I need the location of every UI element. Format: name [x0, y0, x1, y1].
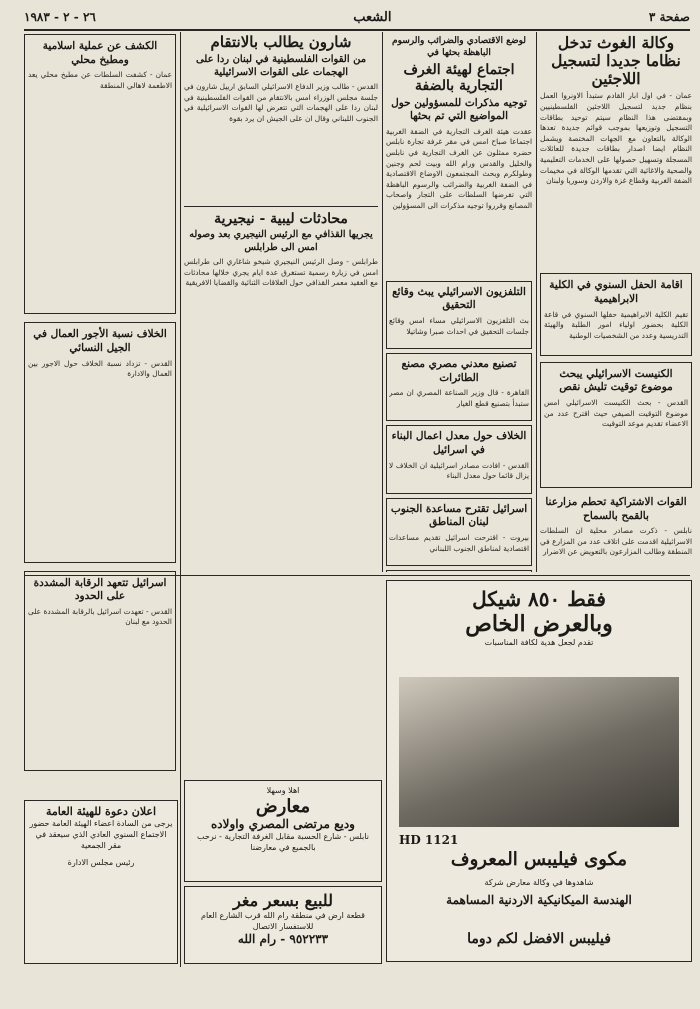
box-body: بث التلفزيون الاسرائيلي مساء امس وقائع جلسات التحقيق في احداث صبرا وشاتيلا: [389, 316, 529, 336]
iron-photo: [399, 677, 679, 827]
ad-slogan: فيليبس الافضل لكم دوما: [467, 931, 611, 947]
news-box: [540, 273, 692, 355]
notice-general-assembly: [24, 800, 178, 964]
ad-exhibition-body: نابلس - شارع الحسبة مقابل الغرفة التجارية - نرحب بالجميع في معارضنا: [197, 832, 369, 852]
column-center: [386, 34, 532, 572]
ad-price: فقط ٨٥٠ شيكل: [472, 587, 606, 611]
headline-sharon: شارون يطالب بالانتقام: [210, 34, 352, 51]
ad-brand-title: مكوى فيليبس المعروف: [450, 849, 628, 870]
masthead-rule: [24, 29, 690, 31]
page-number: صفحة ٣: [648, 10, 690, 24]
box-title: التلفزيون الاسرائيلي يبث وقائع التحقيق: [392, 285, 526, 312]
headline-chambers: اجتماع لهيئة الغرف التجارية بالضفة: [403, 62, 515, 95]
notice-title: اعلان دعوة للهيئة العامة: [45, 805, 157, 818]
news-box: [386, 425, 532, 493]
headline-unrwa: وكالة الغوث تدخل نظاما جديدا لتسجيل اللاجئين: [551, 34, 681, 88]
ad-desc: تقدم لجعل هدية لكافة المناسبات: [484, 638, 594, 647]
news-item: [540, 496, 692, 572]
box-title: الخلاف نسبة الأجور العمال في الجيل النسائي: [33, 328, 167, 354]
ad-exhibition-title: معارض: [255, 796, 311, 817]
ad-philips: [386, 580, 692, 962]
news-box: [540, 362, 692, 488]
box-body: القاهرة - قال وزير الصناعة المصري ان مصر ستبدأ بتصنيع قطع الغيار: [389, 388, 529, 408]
article-libya-body: طرابلس - وصل الرئيس النيجيري شيخو شاغاري الى طرابلس امس في زيارة رسمية تستغرق عدة ايام يجري خلالها محادثات مع العقيد معمر القذافي حول العلاقات الثنائية والقضايا الافريقية: [184, 257, 378, 288]
box-body: القدس - بحث الكنيست الاسرائيلي امس موضوع التوقيت الصيفي حيث اقترح عدد من الاعضاء تقديم موعد التوقيت: [544, 398, 688, 429]
news-box: [386, 281, 532, 349]
box-title: اقامة الحفل السنوي في الكلية الابراهيمية: [549, 279, 683, 306]
item-body: نابلس - ذكرت مصادر محلية ان السلطات الاسرائيلية اقدمت على اتلاف عدد من المزارع في المنطقة وطالب المزارعون بالتعويض عن الاضرار: [540, 526, 692, 557]
box-title: الخلاف حول معدل اعمال البناء في اسرائيل: [391, 430, 527, 457]
paper-name: الشعب: [353, 9, 392, 25]
ad-exhibition-name: وديع مرتضى المصري واولاده: [211, 817, 355, 831]
sub-chambers: توجيه مذكرات للمسؤولين حول المواضيع التي تم بحثها: [391, 96, 527, 123]
column-left-center: [184, 34, 378, 572]
headline-libya: محادثات ليبية - نيجيرية: [214, 211, 348, 228]
masthead: [24, 6, 690, 28]
news-box: [386, 498, 532, 566]
article-chambers-body: عقدت هيئة الغرف التجارية في الضفة الغربية اجتماعا صباح امس في مقر غرفة تجارة نابلس حضره ممثلون عن الغرف التجارية في نابلس والخليل والقدس ورام الله وبيت لحم وجنين وطولكرم وبحث المجتمعون الاوضاع الاقتصادية في الضفة الغربية والضرائب والرسوم الباهظة التي تفرضها السلطات على التجار واصحاب المصانع وقرروا توجيه مذكرات الى المسؤولين: [386, 126, 532, 210]
ad-brand-body: شاهدوها في وكالة معارض شركة: [484, 878, 594, 887]
item-title: القوات الاشتراكية تحطم مزارعنا بالقمح بالسماح: [545, 496, 687, 522]
ad-offer: وبالعرض الخاص: [465, 611, 613, 637]
ad-sale-body: قطعة ارض في منطقة رام الله قرب الشارع العام للاستفسار الاتصال: [201, 911, 365, 931]
box-body: القدس - افادت مصادر اسرائيلية ان الخلاف لا يزال قائما حول معدل البناء: [389, 460, 529, 481]
column-divider: [536, 32, 537, 572]
sub-sharon: من القوات الفلسطينية في لبنان ردا على الهجمات على القوات الاسرائيلية: [195, 54, 367, 79]
notice-body: يرجى من السادة اعضاء الهيئة العامة حضور الاجتماع السنوي العادي الذي سيعقد في مقر الجمعية: [29, 819, 173, 850]
ad-sale-title: للبيع بسعر مغر: [233, 891, 333, 910]
news-box: [386, 570, 532, 572]
column-right: [540, 34, 692, 572]
column-divider: [382, 32, 383, 572]
sub-libya: يجريها القذافي مع الرئيس النيجيري بعد وصوله امس الى طرابلس: [189, 229, 373, 253]
box-body: بيروت - اقترحت اسرائيل تقديم مساعدات اقتصادية لمناطق الجنوب اللبناني: [389, 532, 529, 553]
news-box: [24, 571, 176, 771]
article-unrwa-body: عمان - في اول ابار القادم ستبدأ الاونروا العمل بنظام جديد لتسجيل اللاجئين الفلسطينيين وبمقتضى هذا النظام سيتم توحيد بطاقات التسجيل وتوزيعها بموجب قوائم جديدة تعدها الوكالة بالتعاون مع الجهات المختصة ويشمل النظام ايضا اصدار بطاقات جديدة للعائلات المسجلة وتسهيل حصولها على الخدمات التعليمية والصحية والاغاثية التي تقدمها الوكالة في مخيمات الضفة الغربية وقطاع غزة والاردن وسوريا ولبنان: [540, 91, 692, 186]
notice-sign: رئيس مجلس الادارة: [67, 858, 135, 867]
box-title: الكنيست الاسرائيلي يبحث موضوع توقيت تليش نقص: [559, 367, 673, 394]
ad-exhibition-header: اهلا وسهلا: [266, 786, 300, 795]
ad-exhibition: [184, 780, 382, 882]
news-box: [24, 322, 176, 562]
box-title: اسرائيل تتعهد الرقابة المشددة على الحدود: [33, 576, 167, 603]
box-title: اسرائيل تقترح مساعدة الجنوب لبنان المناطق: [390, 502, 528, 529]
news-box: [386, 353, 532, 421]
news-box: [24, 34, 176, 314]
ad-model: HD 1121: [399, 833, 459, 847]
box-title: تصنيع معدني مصري مصنع الطائرات: [401, 358, 517, 384]
ad-company: الهندسة الميكانيكية الاردنية المساهمة: [446, 893, 632, 907]
issue-date: ٢٦ - ٢ - ١٩٨٣: [24, 10, 96, 24]
section-rule: [184, 206, 378, 207]
ad-for-sale: [184, 886, 382, 964]
box-body: تقيم الكلية الابراهيمية حفلها السنوي في قاعة الكلية بحضور اولياء امور الطلبة والهيئة التدريسية وعدد من الشخصيات الوطنية: [544, 309, 688, 340]
column-divider: [180, 32, 181, 967]
kicker-chambers: لوضع الاقتصادي والضرائب والرسوم الباهظة بحثها في: [392, 36, 526, 58]
box-body: عمان - كشفت السلطات عن مطبخ محلي يعد الاطعمة لاهالي المنطقة: [28, 70, 172, 90]
box-body: القدس - تعهدت اسرائيل بالرقابة المشددة على الحدود مع لبنان: [28, 606, 172, 627]
article-sharon-body: القدس - طالب وزير الدفاع الاسرائيلي السابق ارييل شارون في جلسة مجلس الوزراء امس بالانتقام من القوات الفلسطينية في لبنان ردا على الهجمات التي تتعرض لها القوات الاسرائيلية في الجنوب اللبناني وقال ان على الجيش ان يرد بقوة: [184, 82, 378, 124]
ad-sale-phone: ٩٥٢٢٣٣ - رام الله: [237, 932, 329, 946]
box-title: الكشف عن عملية اسلامية ومطبخ محلي: [42, 40, 158, 66]
box-body: القدس - تزداد نسبة الخلاف حول الاجور بين العمال والادارة: [28, 358, 172, 379]
